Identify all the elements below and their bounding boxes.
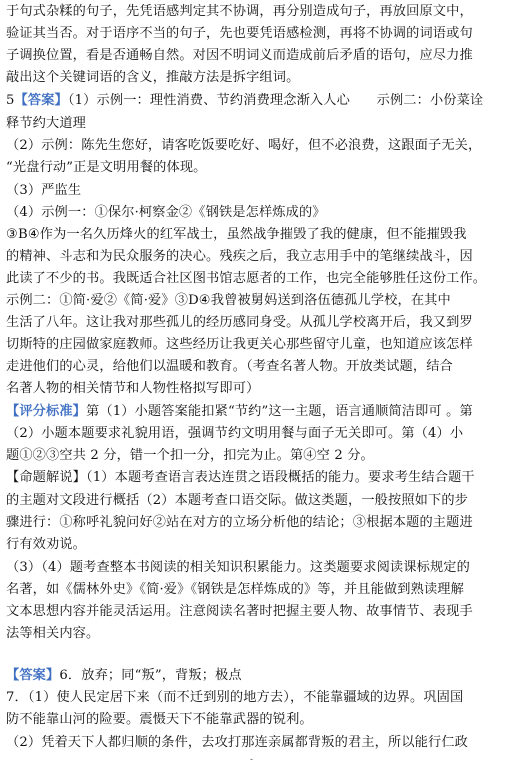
text-line: [6, 381, 259, 397]
line-text: 第（1）小题答案能扣紧“节约”这一主题，语言通顺简洁即可 。第: [86, 404, 473, 419]
line-text: （2）小题本题要求礼貌用语，强调节约文明用餐与面子无关即可。第（4）小: [6, 426, 464, 441]
line-text: 的精神、斗志和为民众服务的决心。残疾之后，我立志用手中的笔继续战斗，因: [6, 249, 473, 264]
text-line: [6, 26, 473, 42]
item-number: 5: [6, 93, 15, 108]
text-line: [6, 4, 473, 20]
line-text: （3）（4）题考查整本书阅读的相关知识积累能力。这类题要求阅读课标规定的: [6, 560, 470, 575]
text-line: [6, 271, 486, 287]
text-line: [6, 515, 473, 531]
line-text: 7．（1）使人民定居下来（而不迁到别的地方去），不能靠疆域的边界。巩固国: [6, 690, 464, 705]
text-line: [6, 48, 473, 64]
line-text: 示例二：①简·爱②《简·爱》③D④我曾被舅妈送到洛伍德孤儿学校，在其中: [6, 293, 451, 308]
line-text: 验证其当否。对于语序不当的句子，先也要凭语感检测，再将不协调的词语或句: [6, 26, 473, 41]
text-line: [6, 537, 86, 553]
line-text: “光盘行动”正是文明用餐的体现。: [6, 160, 207, 175]
line-text: 切斯特的庄园做家庭教师。这些经历让我更关心那些留守儿童，也知道应该怎样: [6, 337, 473, 352]
line-text: 行有效劝说。: [6, 537, 87, 552]
text-line: [6, 735, 468, 751]
line-text: 名著人物的相关情节和人物性格拟写即可）: [6, 381, 260, 396]
text-line: [6, 359, 453, 375]
line-text: （3）严监生: [6, 183, 82, 198]
line-text: 敲出这个关键词语的含义，推敲方法是拆字组词。: [6, 70, 300, 85]
text-line: [6, 712, 313, 728]
line-text: （4）示例一：①保尔·柯察金②《钢铁是怎样炼成的》: [6, 205, 326, 220]
answer-tag: 【评分标准】: [6, 404, 87, 419]
line-text: 此读了不少的书。我既适合社区图书馆志愿者的工作，也完全能够胜任这份工作。: [6, 271, 487, 286]
line-text: （1）示例一：理性消费、节约消费理念渐入人心 示例二：小份菜诠: [67, 93, 484, 108]
line-text: 生活了八年。这让我对那些孤儿的经历感同身受。从孤儿学校离开后，我又到罗: [6, 315, 473, 330]
text-line: [6, 626, 99, 642]
line-text: 题①②③空共 2 分，错一个扣一分，扣完为止。第④空 2 分。: [6, 448, 374, 463]
line-text: 的主题对文段进行概括（2）本题考查口语交际。做这类题，一般按照如下的步: [6, 493, 469, 508]
text-line: [6, 249, 473, 265]
page-number-mark: -: [250, 755, 254, 765]
text-line: [6, 404, 473, 420]
text-line: [6, 160, 207, 176]
answer-tag: 【答案】: [14, 93, 68, 108]
answer-tag: 【答案】: [6, 668, 60, 683]
text-line: [6, 470, 475, 486]
line-text: ③B④作为一名久历烽火的红军战士，虽然战争摧毁了我的健康，但不能摧毁我: [6, 227, 467, 242]
text-line: [6, 604, 473, 620]
line-text: 走进他们的心灵，给他们以温暖和教育。（考查名著人物。开放类试题，结合: [6, 359, 453, 374]
line-text: （2）示例：陈先生您好，请客吃饭要吃好、喝好，但不必浪费，这跟面子无关，: [6, 138, 482, 153]
text-line: [6, 293, 451, 309]
text-line: [6, 183, 81, 199]
text-line: [6, 690, 463, 706]
text-line: [6, 493, 468, 509]
text-line: [6, 560, 470, 576]
text-line: [6, 93, 483, 109]
line-text: 释节约大道理: [6, 116, 87, 131]
text-line: [6, 315, 473, 331]
text-line: [6, 227, 467, 243]
line-text: 名著，如《儒林外史》《简·爱》《钢铁是怎样炼成的》等，并且能做到熟读理解: [6, 582, 464, 597]
text-line: [6, 448, 374, 464]
line-text: 子调换位置，看是否通畅自然。对因不明词义而造成前后矛盾的语句，应尽力推: [6, 48, 473, 63]
text-line: [6, 582, 464, 598]
line-text: 防不能靠山河的险要。震慑天下不能靠武器的锐利。: [6, 712, 313, 727]
line-text: （2）凭着天下人都归顺的条件，去攻打那连亲属都背叛的君主，所以能行仁政: [6, 735, 469, 750]
text-line: [6, 138, 481, 154]
line-text: 骤进行：①称呼礼貌问好②站在对方的立场分析他的结论；③根据本题的主题进: [6, 515, 473, 530]
text-line: [6, 668, 242, 684]
text-line: [6, 116, 86, 132]
text-line: [6, 70, 299, 86]
text-line: [6, 205, 326, 221]
line-text: 法等相关内容。: [6, 626, 100, 641]
line-text: 【命题解说】（1）本题考查语言表达连贯之语段概括的能力。要求考生结合题干: [6, 470, 475, 485]
line-text: 6．放弃；同“叛”，背叛；极点: [59, 668, 242, 683]
line-text: 文本思想内容并能灵活运用。注意阅读名著时把握主要人物、故事情节、表现手: [6, 604, 473, 619]
text-line: [6, 426, 463, 442]
line-text: 于句式杂糅的句子，先凭语感判定其不协调，再分别造成句子，再放回原文中，: [6, 4, 473, 19]
text-line: [6, 337, 473, 353]
